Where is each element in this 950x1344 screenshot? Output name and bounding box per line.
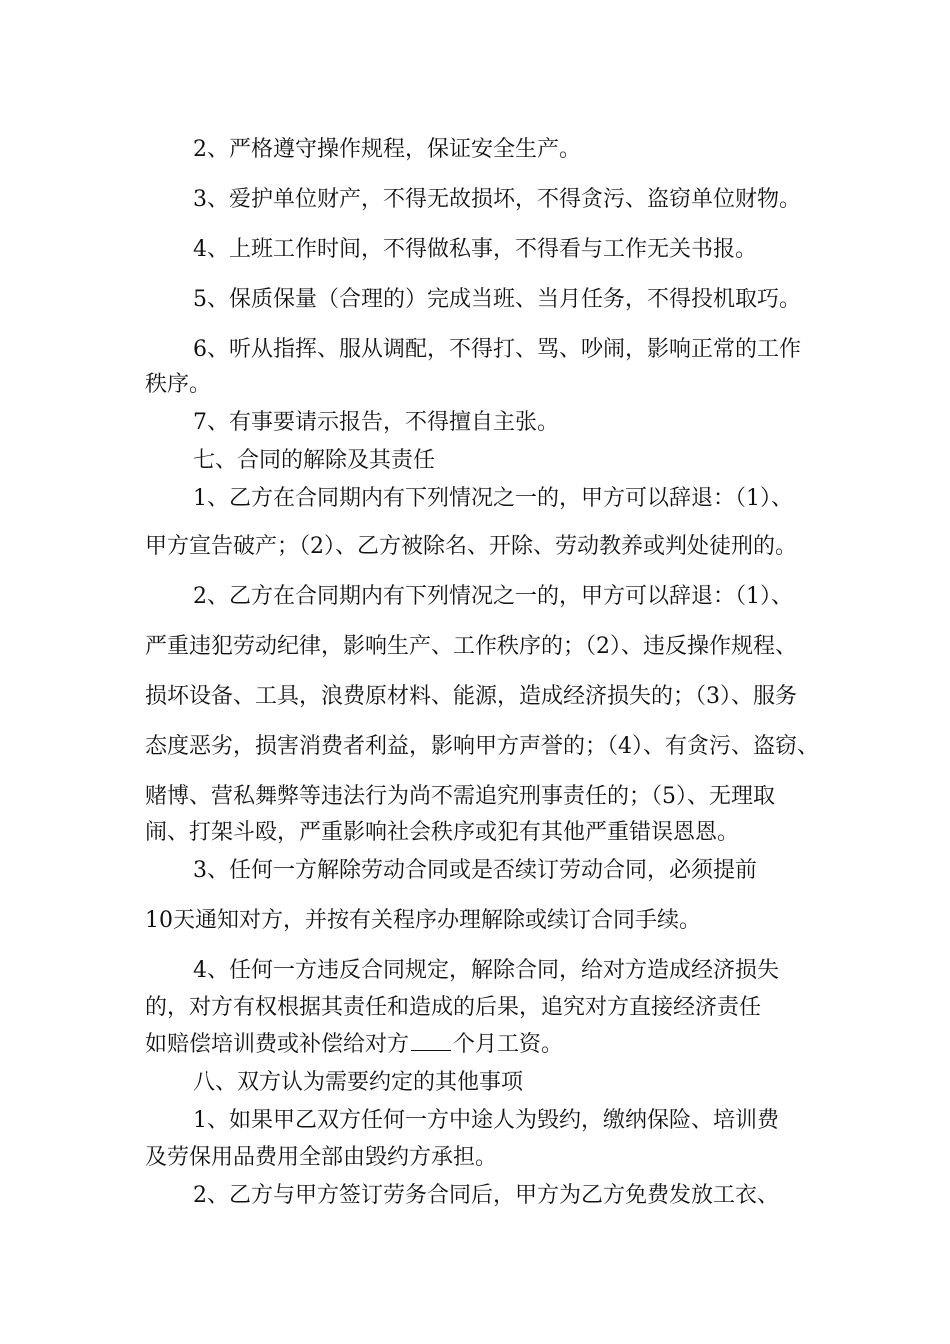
clause-7-4-line-1: 4、任何一方违反合同规定，解除合同，给对方造成经济损失 (193, 958, 779, 983)
clause-7-2-line-2: 严重违犯劳动纪律，影响生产、工作秩序的；（2）、违反操作规程、 (145, 634, 797, 659)
section-heading-7: 七、合同的解除及其责任 (193, 448, 436, 473)
clause-7-2-line-1: 2、乙方在合同期内有下列情况之一的，甲方可以辞退：（1）、 (193, 584, 793, 609)
paragraph-rule-2: 2、严格遵守操作规程，保证安全生产。 (193, 137, 581, 162)
clause-7-4-text-before-blank: 如赔偿培训费或补偿给对方 (145, 1032, 410, 1057)
clause-7-2-line-4: 态度恶劣，损害消费者利益，影响甲方声誉的；（4）、有贪污、盗窃、 (145, 734, 819, 759)
clause-8-2-line-1: 2、乙方与甲方签订劳务合同后，甲方为乙方免费发放工衣、 (193, 1183, 779, 1208)
paragraph-rule-7: 7、有事要请示报告，不得擅自主张。 (193, 410, 559, 435)
paragraph-rule-6-line-2: 秩序。 (145, 372, 212, 397)
clause-7-2-line-3: 损坏设备、工具，浪费原材料、能源，造成经济损失的；（3）、服务 (145, 684, 797, 709)
clause-7-4-line-3 (145, 1030, 563, 1060)
clause-7-4-text-after-blank: 个月工资。 (453, 1032, 564, 1057)
clause-8-1-line-1: 1、如果甲乙双方任何一方中途人为毁约，缴纳保险、培训费 (193, 1108, 779, 1133)
clause-7-3-line-2: 10天通知对方，并按有关程序办理解除或续订合同手续。 (145, 908, 701, 933)
clause-7-4-line-2: 的，对方有权根据其责任和造成的后果，追究对方直接经济责任 (145, 995, 762, 1020)
clause-7-2-line-6: 闹、打架斗殴，严重影响社会秩序或犯有其他严重错误恩恩。 (145, 820, 740, 845)
section-heading-8: 八、双方认为需要约定的其他事项 (193, 1070, 524, 1095)
paragraph-rule-5: 5、保质保量（合理的）完成当班、当月任务，不得投机取巧。 (193, 287, 801, 312)
clause-7-1-line-2: 甲方宣告破产；（2）、乙方被除名、开除、劳动教养或判处徒刑的。 (145, 534, 797, 559)
fill-in-blank (411, 1030, 451, 1051)
clause-8-1-line-2: 及劳保用品费用全部由毁约方承担。 (145, 1145, 498, 1170)
paragraph-rule-6-line-1: 6、听从指挥、服从调配，不得打、骂、吵闹，影响正常的工作 (193, 337, 801, 362)
clause-7-3-line-1: 3、任何一方解除劳动合同或是否续订劳动合同，必须提前 (193, 858, 757, 883)
clause-7-2-line-5: 赌博、营私舞弊等违法行为尚不需追究刑事责任的；（5）、无理取 (145, 784, 775, 809)
clause-7-1-line-1: 1、乙方在合同期内有下列情况之一的，甲方可以辞退：（1）、 (193, 486, 793, 511)
paragraph-rule-3: 3、爱护单位财产，不得无故损坏，不得贪污、盗窃单位财物。 (193, 187, 801, 212)
paragraph-rule-4: 4、上班工作时间，不得做私事，不得看与工作无关书报。 (193, 237, 757, 262)
